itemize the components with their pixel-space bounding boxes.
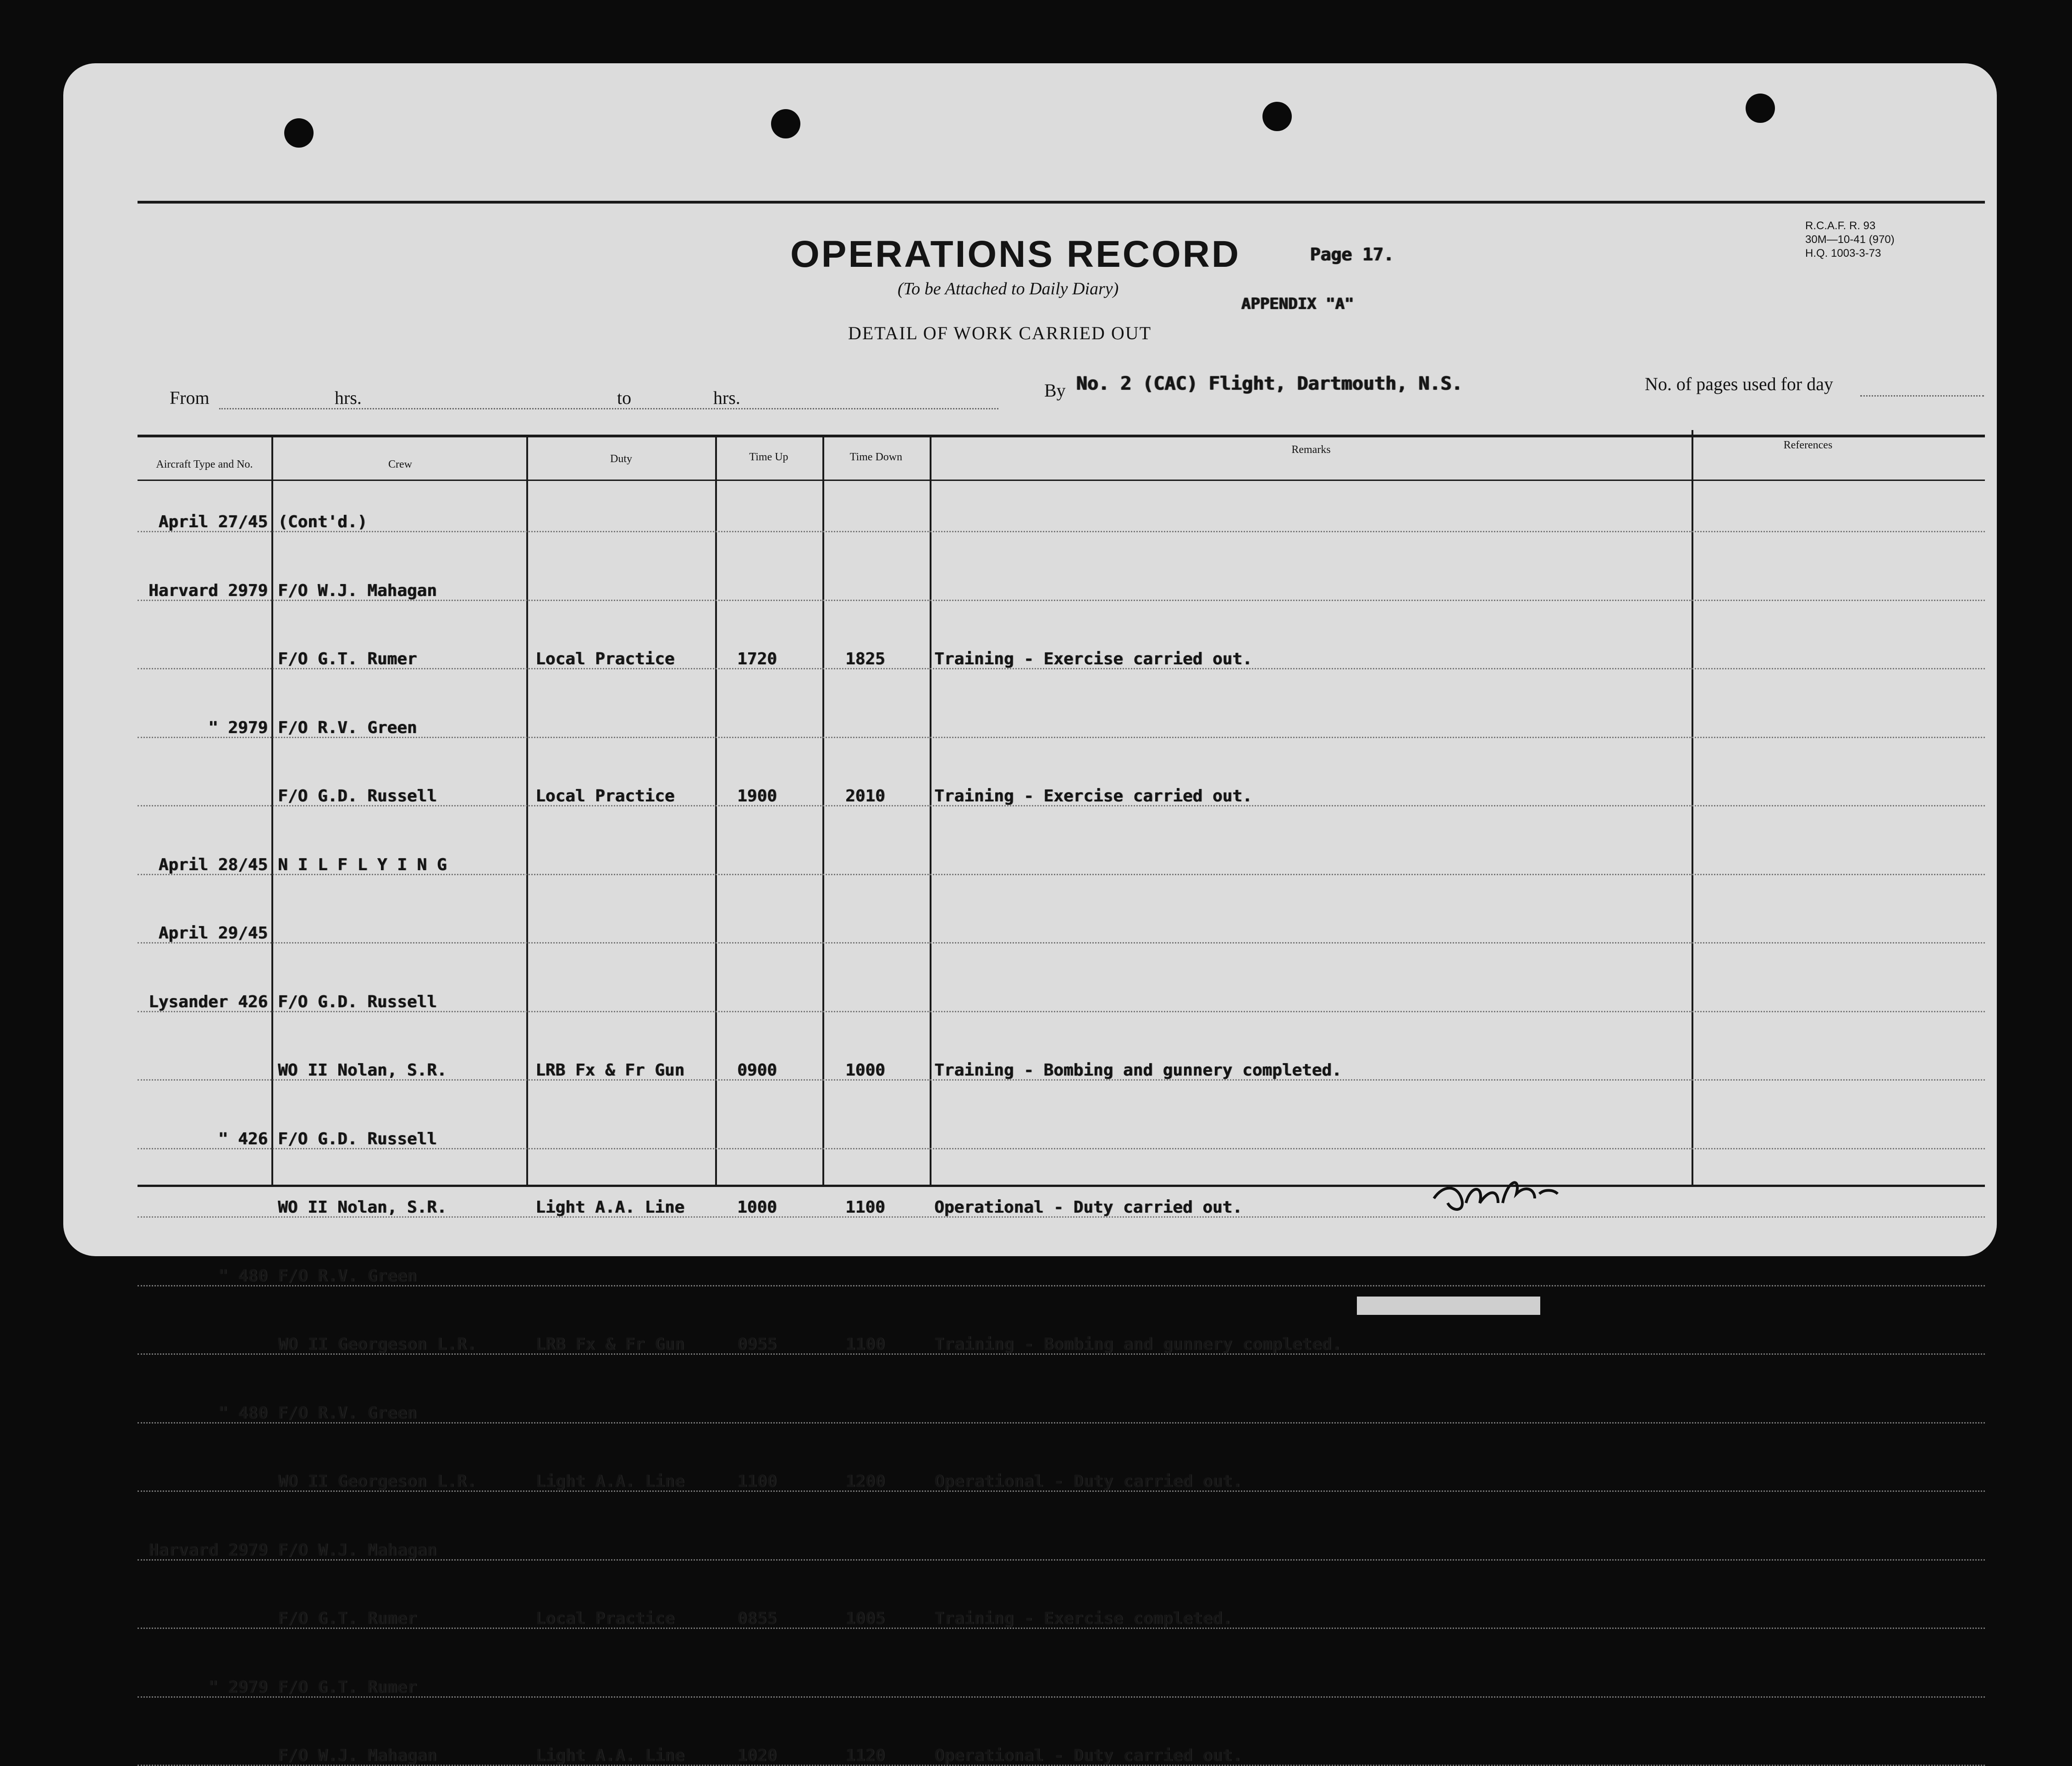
col-header-aircraft: Aircraft Type and No. xyxy=(156,458,253,470)
table-top-rule xyxy=(138,435,1985,437)
cell-aircraft: Harvard 2979 xyxy=(148,581,268,600)
col-divider xyxy=(930,436,931,1186)
cell-crew: F/O G.D. Russell xyxy=(278,1130,437,1148)
cell-duty: Light A.A. Line xyxy=(535,1472,685,1491)
cell-duty: LRB Fx & Fr Gun xyxy=(535,1061,685,1080)
cell-remarks: Training - Exercise carried out. xyxy=(934,650,1252,668)
record-sheet xyxy=(63,63,1997,1765)
punch-hole xyxy=(771,109,800,138)
cell-aircraft: " 426 xyxy=(218,1130,268,1148)
to-label: to xyxy=(617,387,632,408)
from-label: From xyxy=(170,387,209,408)
film-label-strip xyxy=(1357,1297,1540,1315)
cell-crew: WO II Georgeson L.R. xyxy=(278,1335,477,1354)
col-divider xyxy=(822,436,824,1186)
cell-time-down: 1000 xyxy=(845,1061,885,1080)
cell-crew: F/O G.T. Rumer xyxy=(278,1609,417,1628)
cell-remarks: Training - Bombing and gunnery completed. xyxy=(934,1335,1342,1354)
col-header-duty: Duty xyxy=(610,453,632,465)
cell-time-down: 1825 xyxy=(845,650,885,668)
cell-time-up: 1100 xyxy=(737,1472,777,1491)
cell-duty: Light A.A. Line xyxy=(535,1198,685,1217)
cell-crew: F/O R.V. Green xyxy=(278,718,417,737)
col-header-remarks: Remarks xyxy=(1291,444,1331,456)
cell-crew: F/O G.D. Russell xyxy=(278,787,437,806)
cell-aircraft: " 2979 xyxy=(208,1678,268,1697)
cell-time-down: 1100 xyxy=(845,1335,885,1354)
cell-crew: WO II Nolan, S.R. xyxy=(278,1198,447,1217)
table-bottom-rule xyxy=(138,1185,1985,1187)
col-divider xyxy=(1692,430,1693,1186)
cell-duty: LRB Fx & Fr Gun xyxy=(535,1335,685,1354)
cell-time-down: 1120 xyxy=(845,1746,885,1765)
cell-remarks: Training - Bombing and gunnery completed. xyxy=(934,1061,1342,1080)
cell-crew: F/O G.D. Russell xyxy=(278,993,437,1011)
detail-heading: DETAIL OF WORK CARRIED OUT xyxy=(848,323,1152,343)
cell-aircraft: " 480 xyxy=(218,1267,268,1286)
form-fill-line xyxy=(1860,395,1984,397)
cell-crew: WO II Georgeson L.R. xyxy=(278,1472,477,1491)
cell-crew: F/O W.J. Mahagan xyxy=(278,581,437,600)
cell-aircraft: Harvard 2979 xyxy=(148,1541,268,1560)
cell-remarks: Training - Exercise completed. xyxy=(934,1609,1233,1628)
cell-time-down: 1005 xyxy=(845,1609,885,1628)
cell-duty: Local Practice xyxy=(535,787,675,806)
cell-time-up: 0900 xyxy=(737,1061,777,1080)
punch-hole xyxy=(1746,94,1775,123)
col-divider xyxy=(271,436,273,1186)
page-title: OPERATIONS RECORD xyxy=(790,233,1241,275)
cell-time-up: 1720 xyxy=(737,650,777,668)
table-row-rule xyxy=(138,531,1985,532)
table-row-rule xyxy=(138,942,1985,944)
hrs-label: hrs. xyxy=(335,387,362,408)
cell-time-up: 1900 xyxy=(737,787,777,806)
cell-crew: F/O R.V. Green xyxy=(278,1404,417,1423)
cell-crew: N I L F L Y I N G xyxy=(278,855,447,874)
by-label: By xyxy=(1044,380,1066,401)
hrs-label-2: hrs. xyxy=(713,387,740,408)
cell-duty: Local Practice xyxy=(535,650,675,668)
cell-crew: F/O W.J. Mahagan xyxy=(278,1541,437,1560)
cell-remarks: Training - Exercise carried out. xyxy=(934,787,1252,806)
page-number: Page 17. xyxy=(1310,244,1394,265)
col-header-references: References xyxy=(1783,439,1833,451)
form-ref-line: 30M—10-41 (970) xyxy=(1805,233,1895,246)
cell-time-up: 1000 xyxy=(737,1198,777,1217)
page-subtitle: (To be Attached to Daily Diary) xyxy=(898,279,1119,298)
form-ref-line: R.C.A.F. R. 93 xyxy=(1805,220,1876,232)
form-fill-line xyxy=(219,408,998,409)
cell-remarks: Operational - Duty carried out. xyxy=(934,1472,1242,1491)
cell-time-down: 1200 xyxy=(845,1472,885,1491)
cell-remarks: Operational - Duty carried out. xyxy=(934,1198,1242,1217)
cell-duty: Local Practice xyxy=(535,1609,675,1628)
cell-remarks: Operational - Duty carried out. xyxy=(934,1746,1242,1765)
col-divider xyxy=(526,436,528,1186)
pages-label: No. of pages used for day xyxy=(1645,374,1833,394)
punch-hole xyxy=(1262,102,1292,131)
top-rule xyxy=(138,201,1985,204)
cell-time-up: 0855 xyxy=(737,1609,777,1628)
form-reference xyxy=(1805,219,1895,260)
cell-aircraft: Lysander 426 xyxy=(148,993,268,1011)
col-header-time-up: Time Up xyxy=(749,451,788,463)
col-divider xyxy=(715,436,717,1186)
cell-crew: F/O R.V. Green xyxy=(278,1267,417,1286)
cell-aircraft: " 2979 xyxy=(208,718,268,737)
form-ref-line: H.Q. 1003-3-73 xyxy=(1805,247,1881,259)
cell-time-down: 1100 xyxy=(845,1198,885,1217)
signature-initials xyxy=(1429,1166,1567,1221)
punch-hole xyxy=(284,118,314,148)
cell-time-up: 1020 xyxy=(737,1746,777,1765)
cell-time-down: 2010 xyxy=(845,787,885,806)
cell-aircraft: " 480 xyxy=(218,1404,268,1423)
by-value: No. 2 (CAC) Flight, Dartmouth, N.S. xyxy=(1076,373,1463,394)
cell-time-up: 0955 xyxy=(737,1335,777,1354)
cell-aircraft: April 29/45 xyxy=(158,924,268,943)
header-underline xyxy=(138,480,1985,481)
appendix-label: APPENDIX "A" xyxy=(1241,295,1354,313)
cell-crew: F/O W.J. Mahagan xyxy=(278,1746,437,1765)
cell-aircraft: April 28/45 xyxy=(158,855,268,874)
cell-crew: (Cont'd.) xyxy=(278,513,368,531)
cell-aircraft: April 27/45 xyxy=(158,513,268,531)
cell-crew: F/O G.T. Rumer xyxy=(278,1678,417,1697)
cell-duty: Light A.A. Line xyxy=(535,1746,685,1765)
col-header-crew: Crew xyxy=(388,458,412,470)
col-header-time-down: Time Down xyxy=(849,451,903,463)
cell-crew: F/O G.T. Rumer xyxy=(278,650,417,668)
cell-crew: WO II Nolan, S.R. xyxy=(278,1061,447,1080)
